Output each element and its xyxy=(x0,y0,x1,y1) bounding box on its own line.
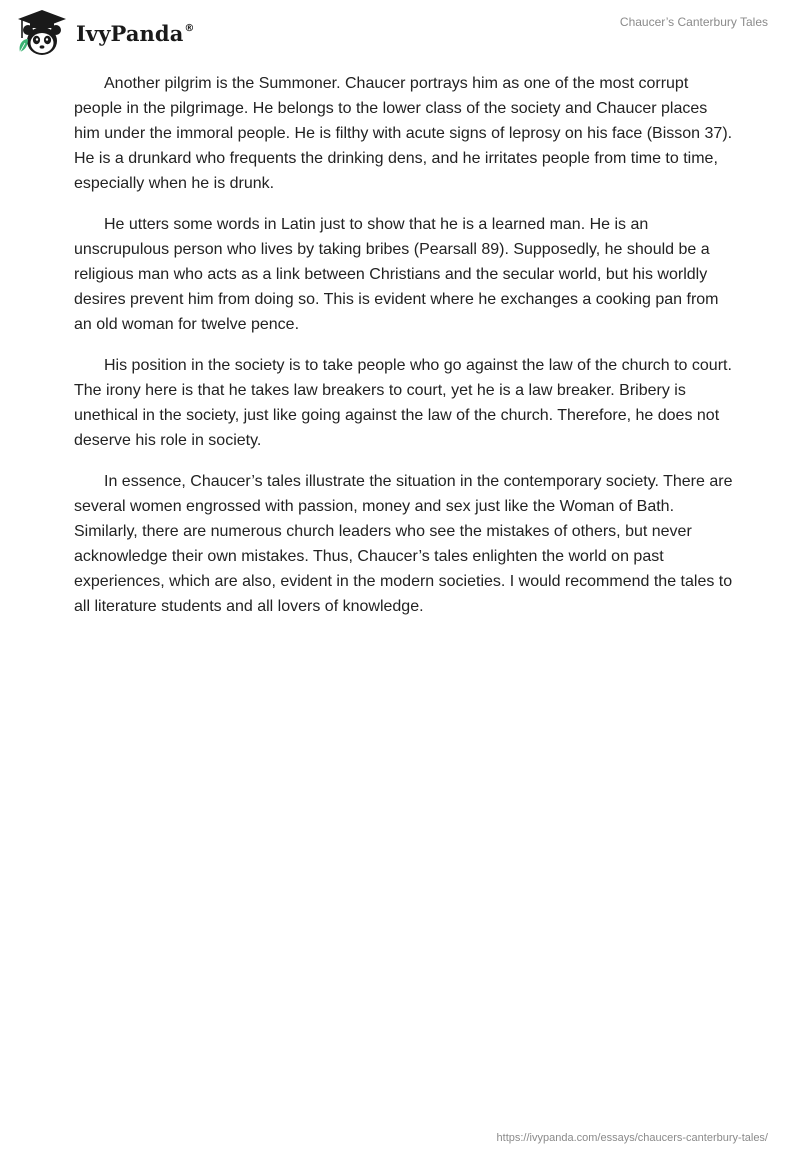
ivypanda-logo[interactable] xyxy=(14,8,195,58)
panda-graduate-icon xyxy=(14,8,70,58)
paragraph-summoner-intro: Another pilgrim is the Summoner. Chaucer portrays him as one of the most corrupt people in the pilgrimage. He belongs to the lower class of the society and Chaucer places him under the immoral people. He is filthy with acute signs of leprosy on his face (Bisson 37). He is a drunkard who frequents the drinking dens, and he irritates people from time to time, especially when he is drunk. xyxy=(74,75,733,192)
logo-wordmark xyxy=(76,21,195,46)
paragraph-summoner-latin: He utters some words in Latin just to show that he is a learned man. He is an unscrupulous person who lives by taking bribes (Pearsall 89). Supposedly, he should be a religious man who acts as a link between Christians and the secular world, but his worldly desires prevent him from doing so. This is evident where he exchanges a cooking pan from an old woman for twelve pence. xyxy=(74,216,719,333)
essay-body xyxy=(74,71,734,635)
paragraph-conclusion: In essence, Chaucer’s tales illustrate the situation in the contemporary society. There are several women engrossed with passion, money and sex just like the Woman of Bath. Similarly, there are numerous church leaders who see the mistakes of others, but never acknowledge their own mistakes. Thus, Chaucer’s tales enlighten the world on past experiences, which are also, evident in the modern societies. I would recommend the tales to all literature students and all lovers of knowledge. xyxy=(74,473,733,615)
source-url[interactable]: https://ivypanda.com/essays/chaucers-canterbury-tales/ xyxy=(496,1132,768,1144)
logo-name: IvyPanda xyxy=(76,20,184,46)
registered-mark: ® xyxy=(184,22,195,34)
page-header xyxy=(0,0,800,70)
document-title: Chaucer’s Canterbury Tales xyxy=(619,15,768,29)
paragraph-summoner-role: His position in the society is to take people who go against the law of the church to court. The irony here is that he takes law breakers to court, yet he is a law breaker. Bribery is unethical in the society, just like going against the law of the church. Therefore, he does not deserve his role in society. xyxy=(74,357,732,449)
